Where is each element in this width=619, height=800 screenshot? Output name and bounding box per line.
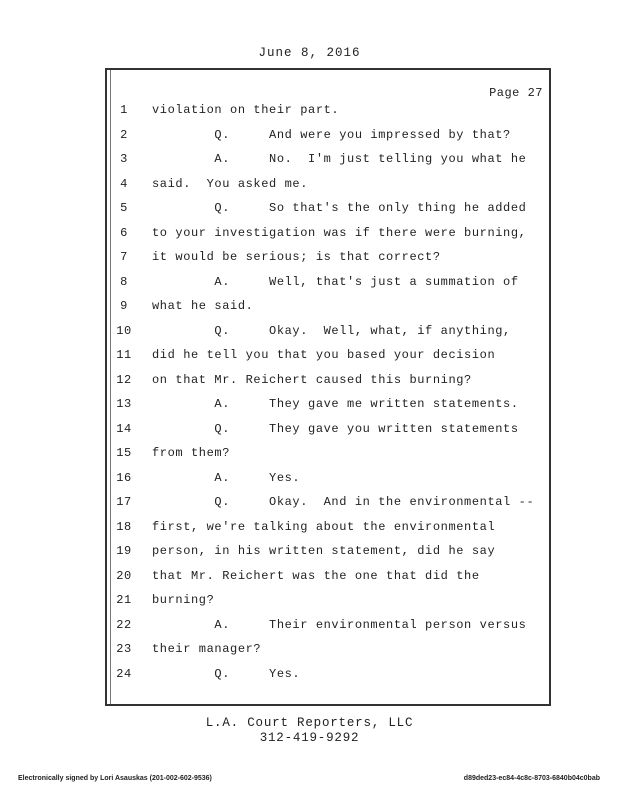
header-date: June 8, 2016 (258, 46, 361, 60)
line-text: did he tell you that you based your decision (152, 348, 496, 362)
line-number: 7 (120, 250, 128, 264)
line-number: 11 (116, 348, 132, 362)
line-number: 24 (116, 666, 132, 681)
transcript-line (0, 128, 619, 153)
line-text: A. Well, that's just a summation of (152, 274, 519, 289)
line-text: that Mr. Reichert was the one that did the (152, 568, 480, 583)
line-text: person, in his written statement, did he say (152, 544, 496, 558)
line-number: 13 (116, 397, 132, 411)
line-text: first, we're talking about the environmental (152, 519, 496, 534)
transcript-line (0, 373, 619, 398)
line-number: 17 (116, 495, 132, 509)
transcript-line (0, 275, 619, 300)
line-number: 6 (120, 225, 128, 240)
line-number: 15 (116, 446, 132, 460)
line-number: 12 (116, 372, 132, 387)
line-number: 22 (116, 617, 132, 632)
line-text: it would be serious; is that correct? (152, 250, 441, 264)
line-number: 20 (116, 568, 132, 583)
line-text: Q. Okay. And in the environmental -- (152, 495, 535, 509)
transcript-line (0, 103, 619, 128)
line-text: what he said. (152, 299, 254, 313)
page-number: Page 27 (489, 86, 543, 100)
line-text: said. You asked me. (152, 176, 309, 191)
transcript-line (0, 201, 619, 226)
line-number: 18 (116, 519, 132, 534)
electronic-signature: Electronically signed by Lori Asauskas (201-002-602-9536) (18, 775, 212, 782)
line-number: 10 (116, 323, 132, 338)
transcript-line (0, 177, 619, 202)
line-number: 16 (116, 470, 132, 485)
transcript-line (0, 593, 619, 618)
transcript-line (0, 446, 619, 471)
transcript-line (0, 152, 619, 177)
line-text: their manager? (152, 642, 262, 656)
transcript-line (0, 324, 619, 349)
line-text: A. They gave me written statements. (152, 397, 519, 411)
line-number: 2 (120, 127, 128, 142)
line-text: burning? (152, 593, 215, 607)
transcript-line (0, 642, 619, 667)
transcript-line (0, 299, 619, 324)
line-text: violation on their part. (152, 103, 340, 117)
transcript-line (0, 250, 619, 275)
line-text: Q. And were you impressed by that? (152, 127, 511, 142)
line-text: on that Mr. Reichert caused this burning? (152, 372, 472, 387)
footer-company: L.A. Court Reporters, LLC (205, 716, 414, 730)
document-hash: d89ded23-ec84-4c8c-8703-6840b04c0bab (463, 775, 600, 782)
transcript-line (0, 471, 619, 496)
line-text: A. No. I'm just telling you what he (152, 152, 527, 166)
line-text: Q. Yes. (152, 666, 301, 681)
transcript-line (0, 422, 619, 447)
transcript-line (0, 618, 619, 643)
line-number: 4 (120, 176, 128, 191)
line-number: 14 (116, 421, 132, 436)
transcript-line (0, 667, 619, 692)
transcript-line (0, 397, 619, 422)
transcript-line (0, 226, 619, 251)
line-number: 8 (120, 274, 128, 289)
line-text: from them? (152, 446, 231, 460)
line-number: 19 (116, 544, 132, 558)
line-number: 5 (120, 201, 128, 215)
line-text: A. Their environmental person versus (152, 617, 527, 632)
transcript-line (0, 520, 619, 545)
line-number: 21 (116, 593, 132, 607)
line-text: A. Yes. (152, 470, 301, 485)
line-text: Q. They gave you written statements (152, 421, 519, 436)
transcript-line (0, 544, 619, 569)
line-text: Q. So that's the only thing he added (152, 201, 527, 215)
transcript-line (0, 569, 619, 594)
line-number: 23 (116, 642, 132, 656)
transcript-line (0, 348, 619, 373)
transcript-line (0, 495, 619, 520)
line-text: to your investigation was if there were burning, (152, 225, 527, 240)
line-number: 9 (120, 299, 128, 313)
line-number: 3 (120, 152, 128, 166)
line-text: Q. Okay. Well, what, if anything, (152, 323, 511, 338)
footer-phone: 312-419-9292 (259, 731, 360, 745)
line-number: 1 (120, 103, 128, 117)
